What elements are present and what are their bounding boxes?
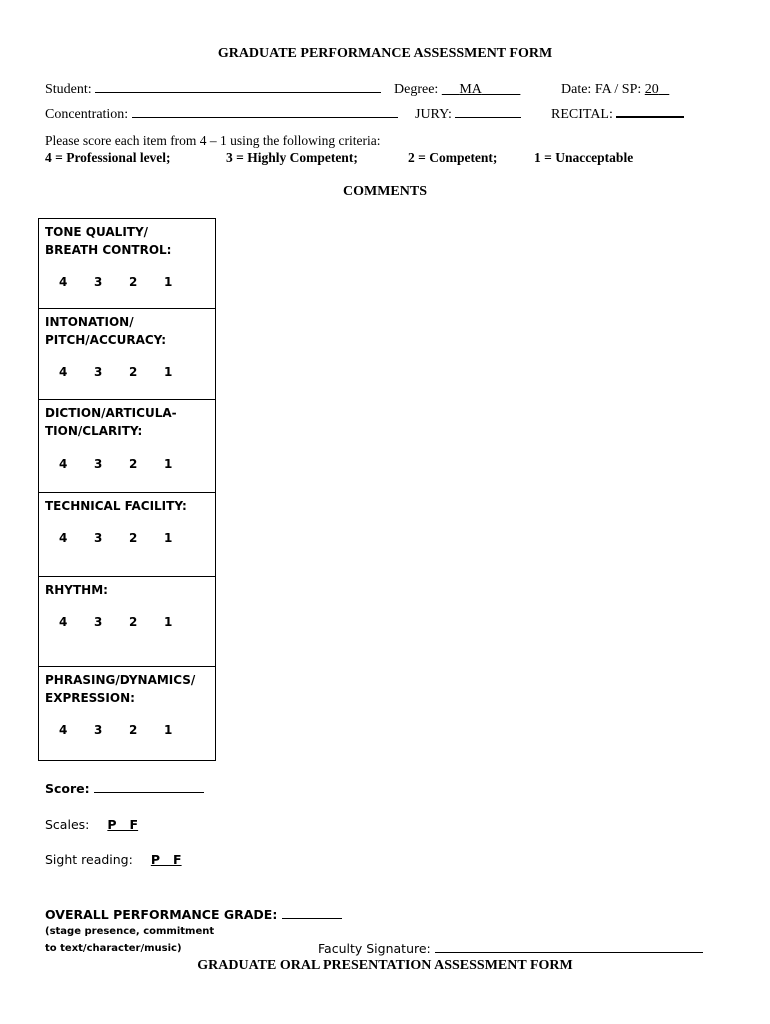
jury-field[interactable] bbox=[455, 117, 521, 118]
rubric-label: RHYTHM: bbox=[45, 583, 108, 597]
rubric-label: TONE QUALITY/ BREATH CONTROL: bbox=[45, 225, 172, 257]
date-field[interactable] bbox=[645, 82, 670, 97]
rubric-label: DICTION/ARTICULA- TION/CLARITY: bbox=[45, 406, 177, 438]
rubric-row-tone bbox=[39, 219, 215, 309]
score-3[interactable]: 3 bbox=[94, 615, 103, 629]
degree-value: MA bbox=[459, 82, 482, 97]
score-field[interactable] bbox=[94, 792, 204, 793]
score-label: Score: bbox=[45, 781, 90, 796]
form-title: GRADUATE PERFORMANCE ASSESSMENT FORM bbox=[217, 46, 553, 61]
signature-row bbox=[318, 941, 703, 956]
overall-note-2: to text/character/music) bbox=[45, 943, 182, 954]
score-4[interactable]: 4 bbox=[59, 723, 68, 737]
signature-field[interactable] bbox=[435, 952, 703, 953]
footer-title: GRADUATE ORAL PRESENTATION ASSESSMENT FORM bbox=[197, 958, 573, 973]
rubric-label: PHRASING/DYNAMICS/ EXPRESSION: bbox=[45, 673, 196, 705]
overall-grade-label: OVERALL PERFORMANCE GRADE: bbox=[45, 907, 278, 922]
jury-label: JURY: bbox=[415, 107, 452, 122]
score-2[interactable]: 2 bbox=[129, 275, 138, 289]
jury-row bbox=[415, 107, 521, 123]
overall-grade-row bbox=[45, 907, 342, 922]
score-4[interactable]: 4 bbox=[59, 365, 68, 379]
rubric-label: TECHNICAL FACILITY: bbox=[45, 499, 187, 513]
rubric-row-rhythm bbox=[39, 577, 215, 667]
score-1[interactable]: 1 bbox=[164, 531, 173, 545]
recital-field[interactable] bbox=[616, 116, 684, 118]
score-1[interactable]: 1 bbox=[164, 275, 173, 289]
score-3[interactable]: 3 bbox=[94, 723, 103, 737]
date-value: 20 bbox=[644, 82, 659, 97]
rubric-table bbox=[38, 218, 216, 761]
recital-label: RECITAL: bbox=[551, 107, 613, 122]
rubric-row-technical bbox=[39, 493, 215, 577]
score-4[interactable]: 4 bbox=[59, 275, 68, 289]
comments-heading: COMMENTS bbox=[343, 184, 427, 199]
score-3[interactable]: 3 bbox=[94, 457, 103, 471]
degree-row bbox=[394, 82, 520, 98]
score-3[interactable]: 3 bbox=[94, 365, 103, 379]
criteria-level-3: 3 = Highly Competent; bbox=[226, 150, 358, 165]
score-2[interactable]: 2 bbox=[129, 723, 138, 737]
criteria-level-2: 2 = Competent; bbox=[408, 150, 498, 165]
scales-label: Scales: bbox=[45, 817, 90, 832]
criteria-level-4: 4 = Professional level; bbox=[45, 150, 171, 165]
scales-options[interactable]: P F bbox=[107, 817, 139, 832]
score-2[interactable]: 2 bbox=[129, 615, 138, 629]
score-4[interactable]: 4 bbox=[59, 457, 68, 471]
score-options bbox=[59, 365, 199, 379]
signature-label: Faculty Signature: bbox=[318, 941, 431, 956]
score-1[interactable]: 1 bbox=[164, 723, 173, 737]
recital-row bbox=[551, 107, 684, 123]
score-row bbox=[45, 781, 204, 796]
score-2[interactable]: 2 bbox=[129, 365, 138, 379]
score-options bbox=[59, 531, 199, 545]
criteria-level-1: 1 = Unacceptable bbox=[534, 150, 634, 165]
student-field[interactable] bbox=[95, 92, 381, 93]
rubric-label: INTONATION/ PITCH/ACCURACY: bbox=[45, 315, 167, 347]
score-options bbox=[59, 275, 199, 289]
score-3[interactable]: 3 bbox=[94, 275, 103, 289]
score-2[interactable]: 2 bbox=[129, 457, 138, 471]
sight-reading-label: Sight reading: bbox=[45, 852, 133, 867]
concentration-row bbox=[45, 107, 398, 123]
rubric-row-intonation bbox=[39, 309, 215, 400]
degree-field[interactable] bbox=[442, 82, 521, 97]
score-1[interactable]: 1 bbox=[164, 615, 173, 629]
score-options bbox=[59, 457, 199, 471]
date-label: Date: FA / SP: bbox=[561, 82, 642, 97]
scales-row bbox=[45, 817, 138, 832]
student-row bbox=[45, 82, 381, 98]
sight-reading-row bbox=[45, 852, 182, 867]
degree-label: Degree: bbox=[394, 82, 439, 97]
overall-grade-field[interactable] bbox=[282, 918, 342, 919]
score-2[interactable]: 2 bbox=[129, 531, 138, 545]
sight-reading-options[interactable]: P F bbox=[150, 852, 182, 867]
score-4[interactable]: 4 bbox=[59, 615, 68, 629]
criteria-instruction: Please score each item from 4 – 1 using the following criteria: bbox=[45, 133, 381, 148]
score-1[interactable]: 1 bbox=[164, 365, 173, 379]
score-options bbox=[59, 723, 199, 737]
score-4[interactable]: 4 bbox=[59, 531, 68, 545]
rubric-row-phrasing bbox=[39, 667, 215, 761]
date-row bbox=[561, 82, 669, 98]
rubric-row-diction bbox=[39, 400, 215, 493]
score-options bbox=[59, 615, 199, 629]
overall-note-1: (stage presence, commitment bbox=[45, 926, 215, 937]
student-label: Student: bbox=[45, 82, 92, 97]
concentration-field[interactable] bbox=[132, 117, 398, 118]
score-3[interactable]: 3 bbox=[94, 531, 103, 545]
concentration-label: Concentration: bbox=[45, 107, 129, 122]
score-1[interactable]: 1 bbox=[164, 457, 173, 471]
